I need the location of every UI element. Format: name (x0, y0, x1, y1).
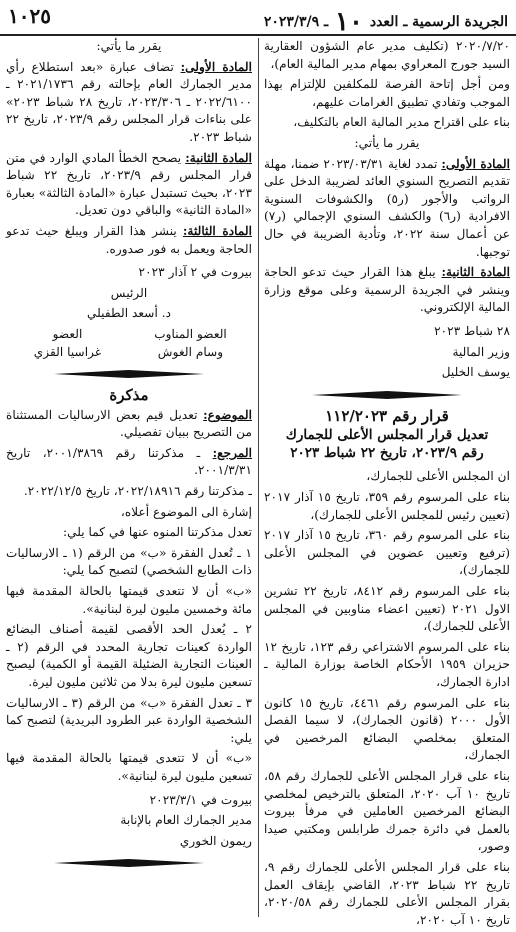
memo-signature-name: ريمون الخوري (179, 833, 252, 848)
member-alt-title: العضو المناوب (154, 326, 227, 341)
paragraph: ومن أجل إتاحة الفرصة للمكلفين للإلتزام بهذا الموجب وتفادي تطبيق الغرامات عليهم، (264, 77, 510, 109)
memo-date: بيروت في ٢٠٢٣/٣/١ (149, 792, 252, 807)
paragraph: بناء على المرسوم رقم ٤٤٦١، تاريخ ١٥ كانون الأول ٢٠٠٠ (قانون الجمارك)، لا سيما الفصل المتعلق بمخلصي البضائع المرخصين في الجمارك، (264, 695, 511, 763)
paragraph: بناء على اقتراح مدير المالية العام بالتكليف، (293, 115, 510, 130)
members-titles (6, 326, 252, 344)
paragraph: بناء على قرار المجلس الأعلى للجمارك رقم ٥٨، تاريخ ١٠ آب ٢٠٢٠، المتعلق بالترخيص لمخلصي البضائع المرخصين العاملين في مرفأ بيروت بالعمل في دائرة جمرك طرابلس ومكتبي صيدا وصور، (264, 768, 510, 854)
place-date: بيروت في ٢ آذار ٢٠٢٣ (138, 265, 252, 280)
column-divider (258, 38, 259, 917)
memo-subject (6, 407, 252, 442)
article-label: المادة الثانية: (441, 265, 510, 280)
gazette-title (264, 7, 508, 37)
decision-reference: رقم ٢٠٢٣/٩، تاريخ ٢٢ شباط ٢٠٢٣ (290, 444, 484, 461)
article-3 (6, 223, 252, 258)
article-label: المادة الأولى: (441, 156, 510, 171)
paragraph: بناء على المرسوم رقم ٨٤١٢، تاريخ ٢٢ تشرين الاول ٢٠٢١ (تعيين اعضاء مناوبين في المجلس الأعلى للجمارك)، (264, 584, 511, 634)
section-separator (264, 388, 510, 402)
paragraph: ان المجلس الأعلى للجمارك، (366, 469, 510, 484)
president-name: د. أسعد الطفيلي (86, 306, 172, 321)
paragraph: ١ ـ تُعدل الفقرة «ب» من الرقم (١ ـ الارساليات ذات الطابع الشخصي) لتصبح كما يلي: (6, 545, 252, 578)
article-text: تضاف عبارة «بعد استطلاع رأي مدير الجمارك العام بإحالته رقم ٢٠٢١/١٧٣٦ ـ ٢٠٢٢/٦١٠٠ ـ ٢٠٢٣/٣٠٦، تاريخ ٢٨ شباط ٢٠٢٣» على بناءات قرار المجلس رقم ٢٠٢٣/٩، تاريخ ٢٢ شباط ٢٠٢٣. (6, 59, 253, 144)
paragraph: «ب» أن لا تتعدى قيمتها بالحالة المقدمة فيها مائة وخمسين مليون ليرة لبنانية». (6, 584, 252, 616)
article-2 (6, 150, 252, 220)
article-text: ينشر هذا القرار ويبلغ حيث تدعو الحاجة ويعمل به فور صدوره. (6, 223, 252, 256)
paragraph: بناء على المرسوم رقم ٣٥٩، تاريخ ١٥ آذار ٢٠١٧ (تعيين رئيس للمجلس الأعلى للجمارك)، (264, 490, 510, 522)
paragraph: إشارة الى الموضوع أعلاه، (120, 504, 252, 519)
paragraph: ٢٠٢٠/٧/٢٠ (تكليف مدير عام الشؤون العقارية السيد جورج المعراوي بمهام مدير المالية العام)، (264, 39, 510, 71)
right-column (264, 38, 510, 932)
signature-date: ٢٨ شباط ٢٠٢٣ (434, 323, 510, 338)
left-column (6, 38, 252, 876)
president-title: الرئيس (110, 285, 148, 300)
memo-reference (6, 445, 252, 480)
decides-heading: يقرر ما يأتي: (96, 39, 162, 53)
decides-heading: يقرر ما يأتي: (354, 135, 420, 150)
issue-date: ـ ٢٠٢٣/٣/٩ (263, 14, 329, 30)
section-separator (6, 856, 252, 870)
section-separator (6, 367, 252, 381)
paragraph: ٢ ـ يُعدل الحد الأقصى لقيمة أصناف البضائع الواردة كعينات تجارية المحدد في الرقم (٢ ـ العينات التجارية الضئيلة القيمة أو الكمية) ليصبح تسعين مليون ليرة بدلا من ثلاثين مليون ليرة. (6, 622, 252, 689)
subject-label: الموضوع: (203, 407, 253, 422)
paragraph: ٣ ـ تعدل الفقرة «ب» من الرقم (٣ ـ الارساليات الشخصية الواردة عبر الطرود البريدية) لتصبح كما يلي: (6, 695, 252, 745)
paragraph: بناء على قرار المجلس الأعلى للجمارك رقم ٩، تاريخ ٢٢ شباط ٢٠٢٣، القاضي بإيقاف العمل بقرار المجلس الأعلى للجمارك رقم ٢٠٢٠/٥٨، تاريخ ١٠ آب ٢٠٢٠، (264, 859, 511, 927)
page-number: ١٠٢٥ (8, 4, 51, 28)
reference-label: المرجع: (212, 445, 253, 460)
article-text: يبلغ هذا القرار حيث تدعو الحاجة وينشر في الجريدة الرسمية وعلى موقع وزارة المالية الإلكتروني. (264, 265, 510, 315)
signature-name: يوسف الخليل (441, 365, 510, 380)
reference-text: ـ مذكرتنا رقم ٢٠٢٢/١٨٩١٦، تاريخ ٢٠٢٢/١٢/٥. (23, 484, 252, 499)
signature-title: وزير المالية (452, 344, 510, 359)
paragraph: بناء على المرسوم رقم ٣٦٠، تاريخ ١٥ آذار ٢٠١٧ (ترفيع وتعيين عضوين في المجلس الأعلى للجمارك)، (264, 528, 510, 578)
article-1 (264, 156, 510, 262)
article-text: يصحح الخطأ المادي الوارد في متن قرار المجلس رقم ٢٠٢٣/٩، تاريخ ٢٢ شباط ٢٠٢٣، بحيث تستبدل عبارة «المادة الثالثة» بعبارة «المادة الثانية» والباقي دون تعديل. (5, 150, 253, 218)
paragraph: تعدل مذكرتنا المنوه عنها في كما يلي: (62, 525, 252, 540)
member-alt-name: وسام الغوش (157, 344, 224, 359)
decision-title: قرار رقم ١١٢/٢٠٢٣ (325, 406, 449, 425)
gazette-name: الجريدة الرسمية ـ العدد (369, 14, 508, 30)
article-text: تمدد لغاية ٢٠٢٣/٠٣/٣١ ضمنا، مهلة تقديم التصريح السنوي العائد لضريبة الدخل على الرواتب والأجور (ر٥) والكشوفات السنوية الافرادية (ر٦) والكشف السنوي الإجمالي (ر٧) عن أعمال سنة ٢٠٢٢، وتأدية الضريبة في حال توجبها. (264, 156, 510, 259)
reference-text: ـ مذكرتنا رقم ٢٠٠١/٣٨٦٩، تاريخ ٢٠٠١/٣/٣١. (6, 445, 252, 478)
member-title: العضو (52, 326, 83, 341)
subject-text: تعديل قيم بعض الارساليات المستثناة من التصريح ببيان تفصيلي. (6, 407, 252, 440)
member-name: غراسيا القزي (33, 344, 102, 359)
issue-number: ١٠ (335, 7, 363, 37)
article-2 (264, 264, 510, 317)
article-label: المادة الأولى: (180, 59, 252, 74)
article-1 (6, 59, 252, 147)
paragraph: بناء على المرسوم الاشتراعي رقم ١٢٣، تاريخ ١٢ حزيران ١٩٥٩ الأحكام الخاصة بوزارة المالية ـ ادارة الجمارك، (264, 639, 510, 689)
memo-signature-title: مدير الجمارك العام بالإنابة (120, 813, 252, 828)
decision-subtitle: تعديل قرار المجلس الأعلى للجمارك (285, 427, 489, 444)
members-names (6, 344, 252, 362)
paragraph: «ب» أن لا تتعدى قيمتها بالحالة المقدمة فيها تسعين مليون ليرة لبنانية». (6, 751, 252, 783)
page-header (0, 0, 516, 36)
article-label: المادة الثانية: (185, 150, 252, 165)
memo-title: مذكرة (109, 386, 149, 405)
article-label: المادة الثالثة: (182, 223, 252, 238)
